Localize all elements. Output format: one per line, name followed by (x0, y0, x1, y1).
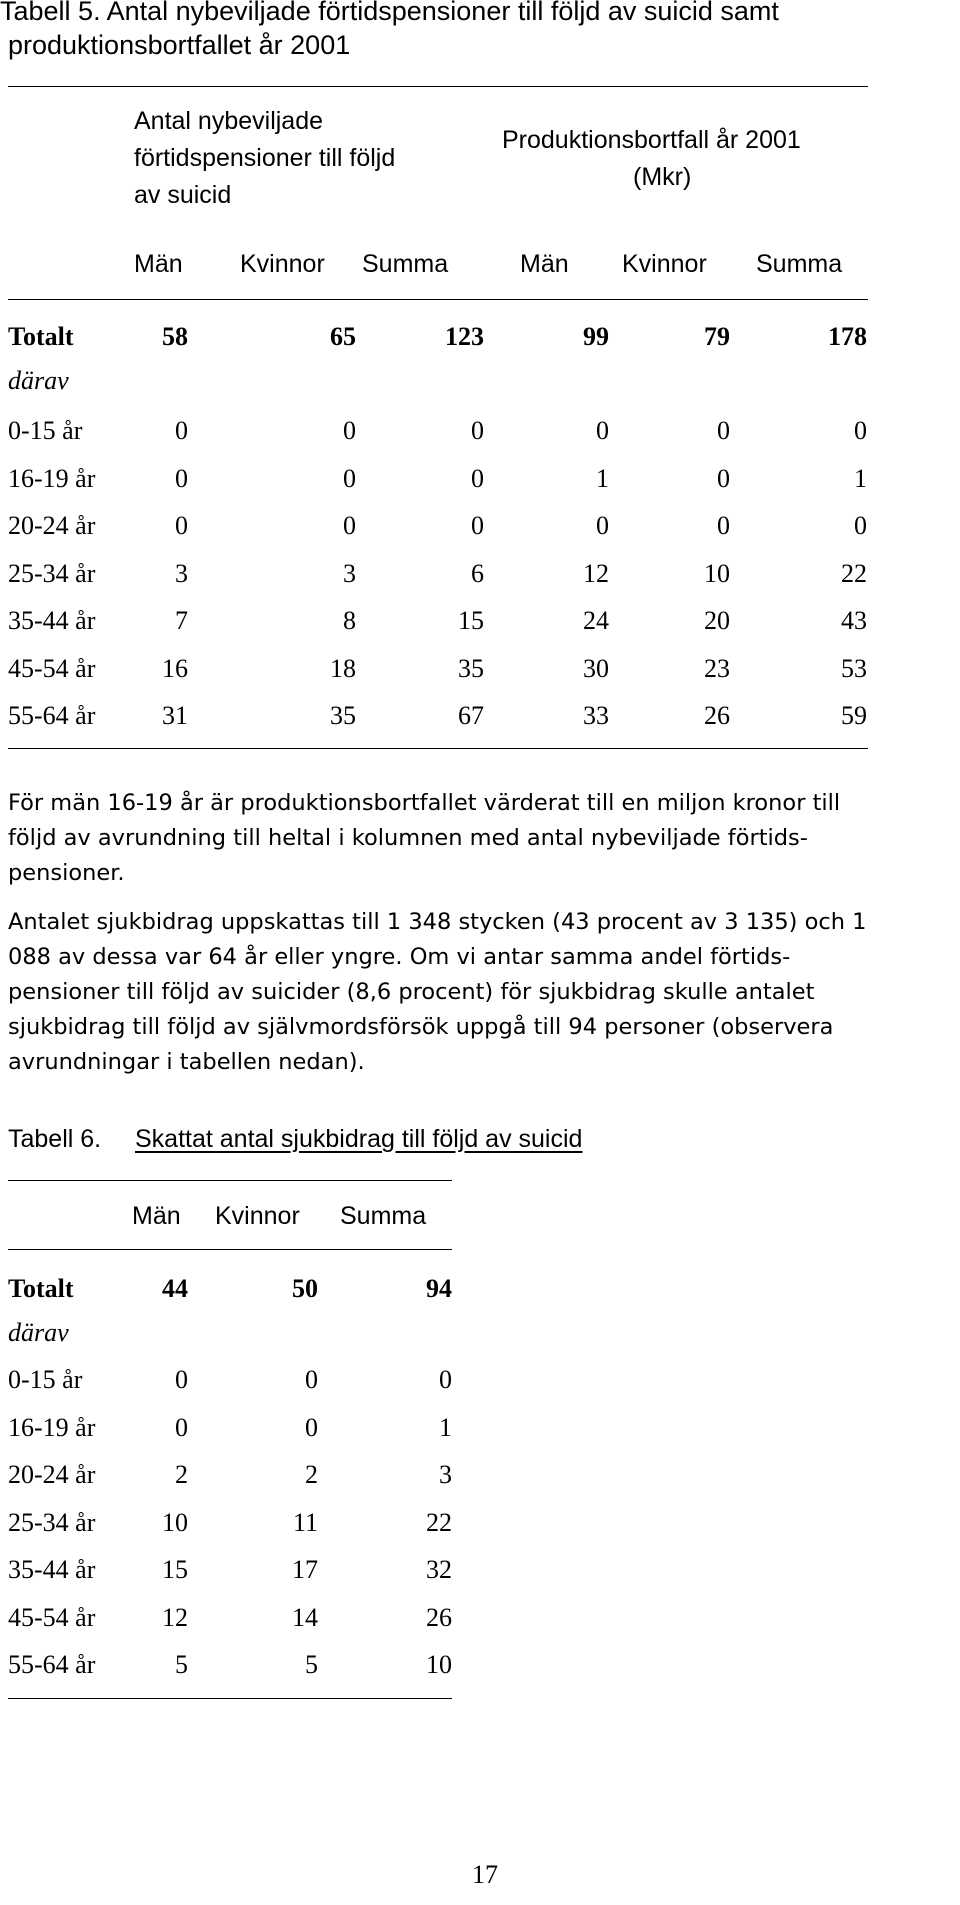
table6-column-header-col-kvinnor: Kvinnor (215, 1202, 300, 1230)
row-label: 45-54 år (8, 653, 96, 683)
table5-caption-line1: Tabell 5. Antal nybeviljade förtidspensioner till följd av suicid samt (0, 0, 779, 26)
table-cell: 0 (305, 1412, 318, 1442)
table-cell: 35 (458, 653, 484, 683)
row-label: 0-15 år (8, 416, 83, 445)
table-cell: 0 (343, 511, 356, 540)
table-cell: 11 (292, 1507, 318, 1537)
table-cell: 5 (175, 1650, 188, 1679)
table-cell: 10 (426, 1650, 452, 1679)
table-cell: 0 (175, 463, 188, 493)
table6-total-value: 94 (426, 1274, 452, 1303)
table-cell: 8 (343, 606, 356, 635)
table-cell: 3 (439, 1460, 452, 1489)
table5-column-header-col-kvinnor: Kvinnor (240, 250, 325, 278)
table-cell: 15 (458, 606, 484, 635)
table-cell: 6 (471, 558, 484, 588)
table6-header-rule (8, 1249, 452, 1250)
table-cell: 0 (175, 511, 188, 540)
table-cell: 31 (162, 701, 188, 730)
table5-darav-label: därav (8, 366, 69, 395)
table-cell: 35 (330, 701, 356, 730)
table5-bottom-rule (8, 748, 868, 749)
table5-total-value: 123 (445, 322, 484, 351)
table6-caption-prefix: Tabell 6. (8, 1125, 102, 1153)
body-line: 088 av dessa var 64 år eller yngre. Om vi antar samma andel förtids- (8, 944, 791, 970)
table-cell: 0 (717, 463, 730, 493)
table-cell: 0 (717, 511, 730, 540)
row-label: 20-24 år (8, 511, 96, 540)
row-label: 35-44 år (8, 1555, 96, 1584)
table-cell: 10 (162, 1507, 188, 1537)
table-cell: 0 (471, 511, 484, 540)
row-label: 55-64 år (8, 1650, 96, 1679)
table-cell: 0 (175, 1412, 188, 1442)
table5-group2-header-line2: (Mkr) (633, 163, 692, 191)
table5-column-header-col-summa: Summa (756, 250, 843, 278)
table-cell: 0 (343, 463, 356, 493)
table-cell: 14 (292, 1602, 318, 1632)
table-cell: 0 (175, 1365, 188, 1394)
table-cell: 59 (841, 701, 867, 730)
table-cell: 0 (471, 416, 484, 445)
table-cell: 10 (704, 558, 730, 588)
table-cell: 18 (330, 653, 356, 683)
table-cell: 26 (426, 1602, 452, 1632)
table-cell: 43 (841, 606, 867, 635)
table-cell: 20 (704, 606, 730, 635)
body-line: sjukbidrag till följd av självmordsförsök uppgå till 94 personer (observera (8, 1014, 834, 1040)
table-cell: 16 (162, 653, 188, 683)
table-cell: 0 (854, 511, 867, 540)
body-line: pensioner till följd av suicider (8,6 procent) för sjukbidrag skulle antalet (8, 979, 815, 1005)
table-cell: 32 (426, 1555, 452, 1584)
table5-top-rule (8, 86, 868, 87)
table-cell: 0 (717, 416, 730, 445)
table5-group2-header-line1: Produktionsbortfall år 2001 (502, 126, 801, 154)
note-paragraph (8, 786, 953, 891)
table6-total-value: 44 (162, 1274, 188, 1303)
table5-group1-header-line2: förtidspensioner till följd (134, 144, 396, 172)
table-cell: 33 (583, 701, 609, 730)
table-cell: 1 (596, 463, 609, 493)
table-cell: 3 (343, 558, 356, 588)
table-cell: 22 (426, 1507, 452, 1537)
table-cell: 53 (841, 653, 867, 683)
table5-group1-header-line3: av suicid (134, 181, 232, 209)
table5-total-value: 65 (330, 322, 356, 351)
table6-total-label: Totalt (8, 1274, 74, 1303)
table5-total-value: 99 (583, 322, 609, 351)
note-line: följd av avrundning till heltal i kolumnen med antal nybeviljade förtids- (8, 825, 808, 851)
table-cell: 0 (596, 416, 609, 445)
note-line: pensioner. (8, 860, 125, 886)
table-cell: 0 (471, 463, 484, 493)
row-label: 55-64 år (8, 701, 96, 730)
table-cell: 67 (458, 701, 484, 730)
body-paragraph (8, 905, 953, 1080)
table-cell: 22 (841, 558, 867, 588)
table5-total-value: 178 (828, 322, 867, 351)
table-cell: 30 (583, 653, 609, 683)
table-cell: 0 (439, 1365, 452, 1394)
body-line: Antalet sjukbidrag uppskattas till 1 348 stycken (43 procent av 3 135) och 1 (8, 909, 867, 935)
table5-total-value: 79 (704, 322, 730, 351)
table5-column-header-col-summa: Summa (362, 250, 449, 278)
table6-top-rule (8, 1180, 452, 1181)
table-cell: 12 (583, 558, 609, 588)
table5-column-header-col-man: Män (134, 250, 183, 278)
page-number: 17 (472, 1860, 498, 1889)
table-cell: 12 (162, 1602, 188, 1632)
row-label: 0-15 år (8, 1365, 83, 1394)
row-label: 45-54 år (8, 1602, 96, 1632)
table-cell: 0 (854, 416, 867, 445)
table-cell: 7 (175, 606, 188, 635)
table-cell: 2 (305, 1460, 318, 1489)
table-cell: 0 (596, 511, 609, 540)
table6-caption-title: Skattat antal sjukbidrag till följd av suicid (135, 1125, 583, 1153)
table5-header-rule (8, 299, 868, 300)
row-label: 35-44 år (8, 606, 96, 635)
body-line: avrundningar i tabellen nedan). (8, 1049, 365, 1075)
table6-bottom-rule (8, 1698, 452, 1699)
row-label: 25-34 år (8, 558, 96, 588)
table5-column-header-col-kvinnor: Kvinnor (622, 250, 707, 278)
table-cell: 23 (704, 653, 730, 683)
row-label: 20-24 år (8, 1460, 96, 1489)
table5-column-header-col-man: Män (520, 250, 569, 278)
table-cell: 17 (292, 1555, 318, 1584)
row-label: 25-34 år (8, 1507, 96, 1537)
table-cell: 0 (343, 416, 356, 445)
note-line: För män 16-19 år är produktionsbortfallet värderat till en miljon kronor till (8, 790, 841, 816)
table6-column-header-col-summa: Summa (340, 1202, 427, 1230)
table6-darav-label: därav (8, 1318, 69, 1347)
table-cell: 0 (305, 1365, 318, 1394)
table6-total-value: 50 (292, 1274, 318, 1303)
table-cell: 24 (583, 606, 609, 635)
table-cell: 3 (175, 558, 188, 588)
table-cell: 1 (854, 463, 867, 493)
table6-column-header-col-man: Män (132, 1202, 181, 1230)
table-cell: 15 (162, 1555, 188, 1584)
table-cell: 0 (175, 416, 188, 445)
table5-total-value: 58 (162, 322, 188, 351)
table5-total-label: Totalt (8, 322, 74, 351)
table5-caption-line2: produktionsbortfallet år 2001 (8, 30, 351, 60)
table-cell: 26 (704, 701, 730, 730)
row-label: 16-19 år (8, 1412, 96, 1442)
table5-group1-header-line1: Antal nybeviljade (134, 107, 324, 135)
table-cell: 5 (305, 1650, 318, 1679)
table-cell: 1 (439, 1412, 452, 1442)
row-label: 16-19 år (8, 463, 96, 493)
table-cell: 2 (175, 1460, 188, 1489)
